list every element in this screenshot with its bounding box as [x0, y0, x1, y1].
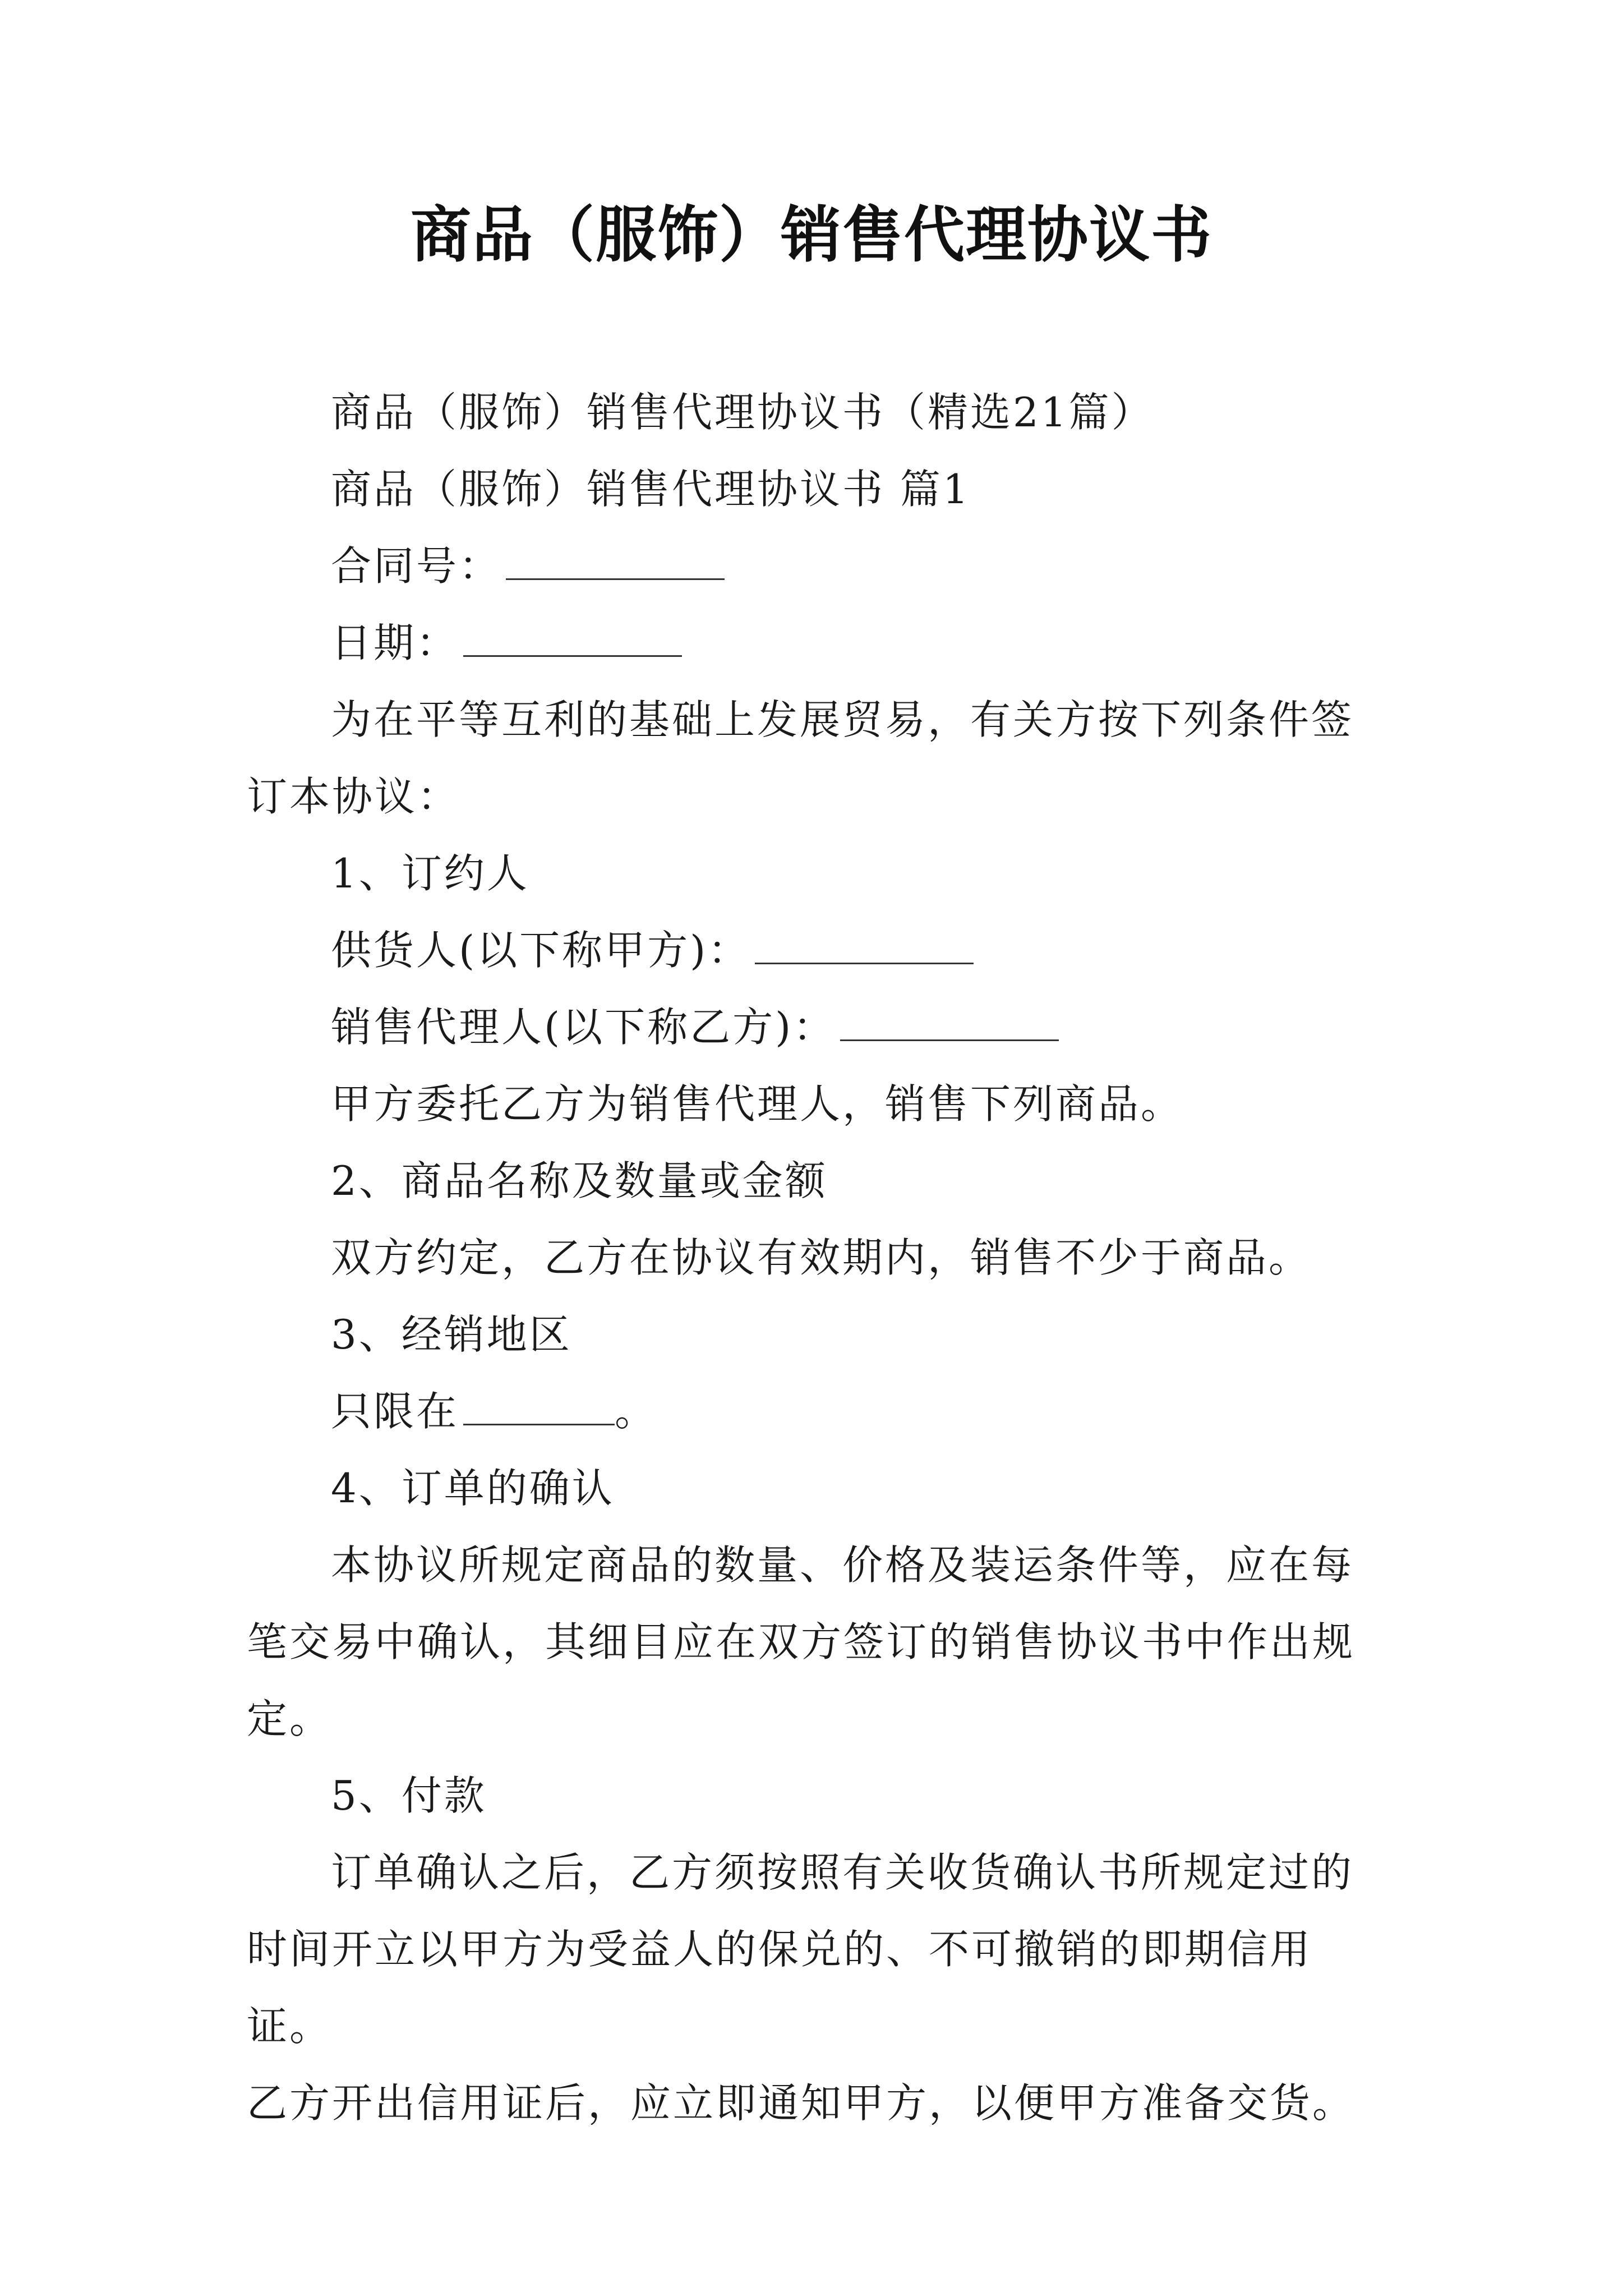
contract-number-blank	[506, 573, 725, 580]
clause-3-prefix: 只限在	[331, 1388, 459, 1435]
clause-1-heading: 1、订约人	[331, 850, 529, 897]
date-blank	[463, 650, 682, 657]
contract-number-line	[247, 528, 1385, 605]
clause-4-text: 本协议所规定商品的数量、价格及装运条件等，应在每笔交易中确认，其细目应在双方签订的销售协议书中作出规定。	[247, 1542, 1355, 1742]
document-body	[247, 374, 1385, 2142]
clause-5-text-2: 乙方开出信用证后，应立即通知甲方，以便甲方准备交货。	[247, 2079, 1355, 2127]
clause-5-text-1: 订单确认之后，乙方须按照有关收货确认书所规定过的时间开立以甲方为受益人的保兑的、不可撤销的即期信用证。	[247, 1849, 1354, 2050]
supplier-line	[247, 912, 1385, 989]
intro-paragraph: 为在平等互利的基础上发展贸易，有关方按下列条件签订本协议：	[247, 696, 1354, 820]
clause-3-suffix: 。	[615, 1388, 658, 1435]
clause-1-text: 甲方委托乙方为销售代理人，销售下列商品。	[331, 1080, 1184, 1128]
agent-line	[247, 989, 1385, 1066]
supplier-blank	[755, 957, 974, 964]
document-subtitle: 商品（服饰）销售代理协议书（精选21篇）	[331, 389, 1154, 436]
agent-label: 销售代理人(以下称乙方)：	[331, 1004, 836, 1051]
section-heading: 商品（服饰）销售代理协议书 篇1	[331, 466, 971, 513]
date-line	[247, 605, 1385, 682]
clause-3-heading: 3、经销地区	[331, 1311, 572, 1358]
clause-5-heading: 5、付款	[331, 1772, 487, 1819]
agent-blank	[840, 1034, 1059, 1041]
contract-number-label: 合同号：	[331, 542, 502, 590]
date-label: 日期：	[331, 619, 459, 666]
region-blank	[463, 1418, 615, 1425]
clause-2-heading: 2、商品名称及数量或金额	[331, 1157, 828, 1204]
document-title: 商品（服饰）销售代理协议书	[410, 200, 1212, 270]
supplier-label: 供货人(以下称甲方)：	[331, 927, 751, 974]
clause-4-heading: 4、订单的确认	[331, 1465, 615, 1512]
clause-3-text	[247, 1373, 1385, 1450]
clause-2-text: 双方约定，乙方在协议有效期内，销售不少于商品。	[331, 1234, 1312, 1281]
